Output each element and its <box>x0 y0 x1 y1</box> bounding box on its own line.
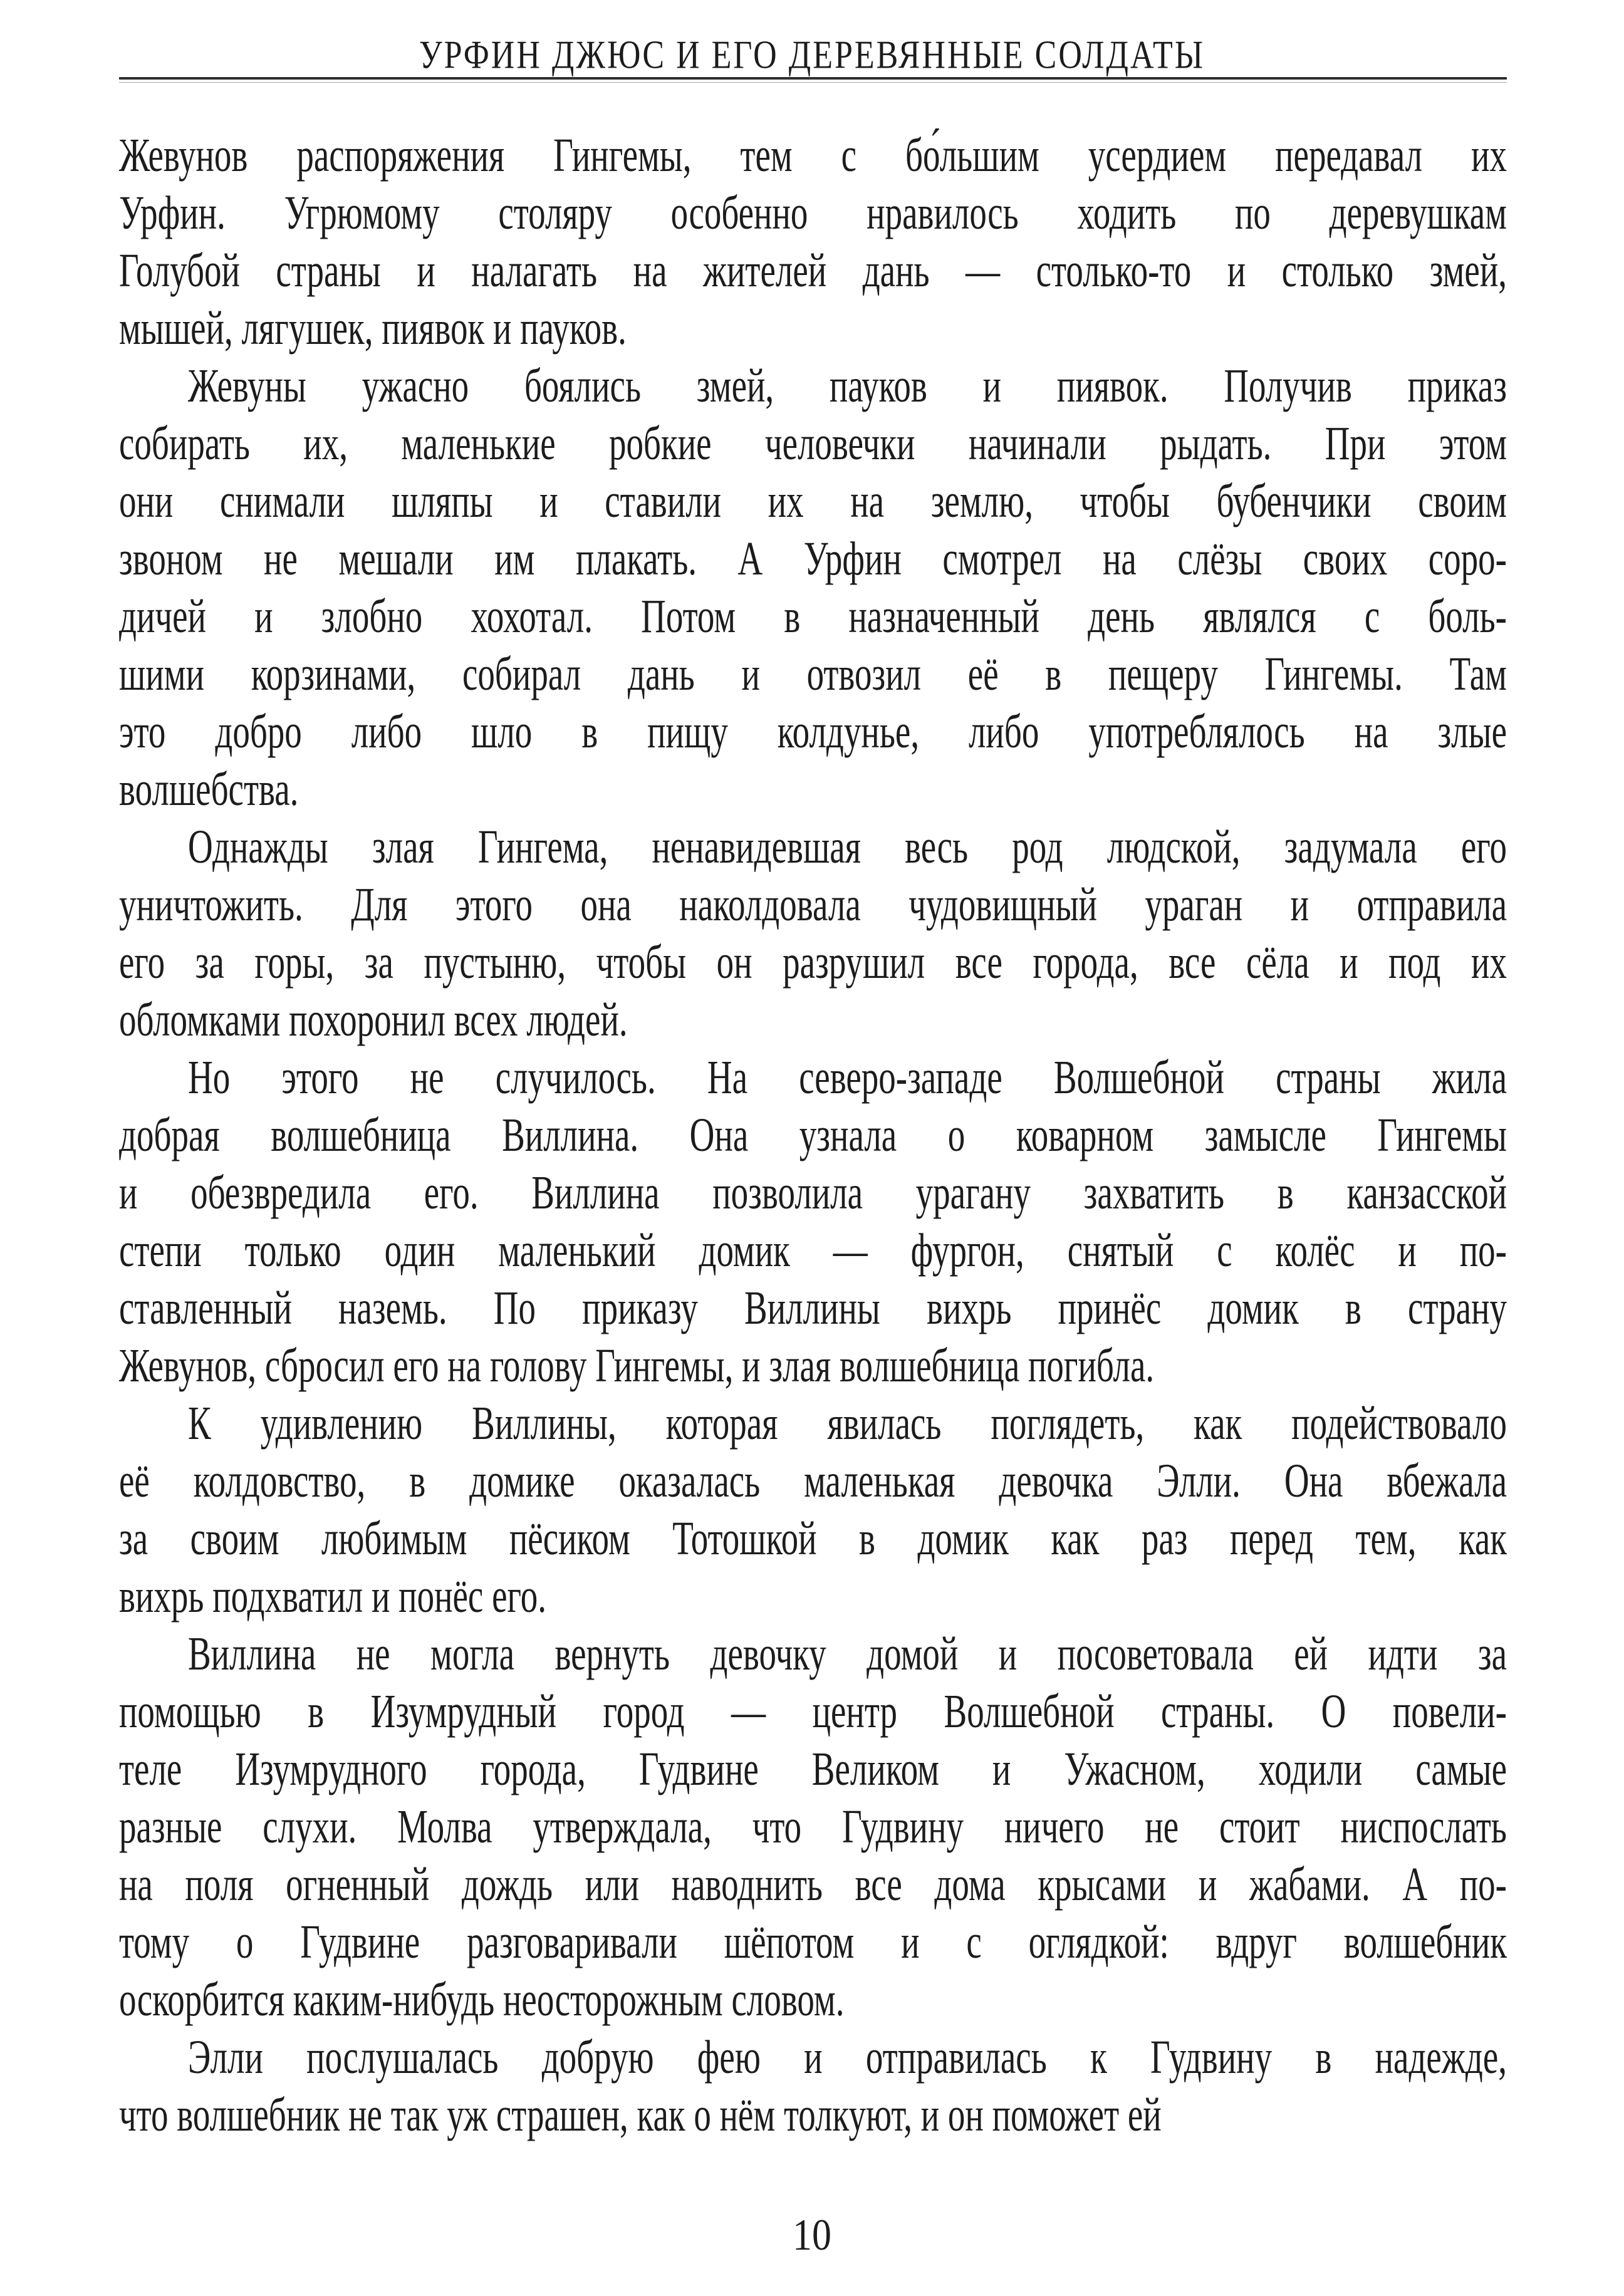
text-line: на поля огненный дождь или наводнить все дома крысами и жабами. А по- <box>119 1857 1507 1911</box>
text-line: они снимали шляпы и ставили их на землю, чтобы бубенчики своим <box>119 474 1507 527</box>
text-line: её колдовство, в домике оказалась маленькая девочка Элли. Она вбежала <box>119 1454 1507 1507</box>
text-line: обломками похоронил всех людей. <box>119 993 628 1046</box>
text-line: дичей и злобно хохотал. Потом в назначенный день являлся с боль- <box>119 590 1507 643</box>
text-line: Жевунов, сбросил его на голову Гингемы, и злая волшебница погибла. <box>119 1339 1155 1392</box>
body-text <box>119 127 1507 2144</box>
text-line: мышей, лягушек, пиявок и пауков. <box>119 301 627 355</box>
text-line: собирать их, маленькие робкие человечки начинали рыдать. При этом <box>119 417 1507 470</box>
text-line: ставленный наземь. По приказу Виллины вихрь принёс домик в страну <box>119 1281 1507 1334</box>
text-line: уничтожить. Для этого она наколдовала чудовищный ураган и отправила <box>119 878 1507 931</box>
text-line: Жевунов распоряжения Гингемы, тем с бо́льшим усердием передавал их <box>119 128 1507 182</box>
text-line: шими корзинами, собирал дань и отвозил её в пещеру Гингемы. Там <box>119 647 1507 700</box>
text-line: волшебства. <box>119 762 299 816</box>
header-rule <box>119 77 1507 83</box>
text-line: Урфин. Угрюмому столяру особенно нравилось ходить по деревушкам <box>119 186 1507 239</box>
text-line: Элли послушалась добрую фею и отправилась к Гудвину в надежде, <box>188 2030 1507 2084</box>
text-line: Голубой страны и налагать на жителей дань — столько-то и столько змей, <box>119 244 1507 297</box>
text-line: и обезвредила его. Виллина позволила урагану захватить в канзасской <box>119 1166 1507 1219</box>
text-line: Жевуны ужасно боялись змей, пауков и пиявок. Получив приказ <box>188 359 1507 412</box>
text-line: что волшебник не так уж страшен, как о нём толкуют, и он поможет ей <box>119 2088 1162 2141</box>
text-line: тому о Гудвине разговаривали шёпотом и с оглядкой: вдруг волшебник <box>119 1915 1507 1968</box>
text-line: Но этого не случилось. На северо-западе Волшебной страны жила <box>188 1051 1507 1104</box>
text-line: звоном не мешали им плакать. А Урфин смотрел на слёзы своих соро- <box>119 532 1507 585</box>
text-line: добрая волшебница Виллина. Она узнала о коварном замысле Гингемы <box>119 1108 1507 1161</box>
text-line: это добро либо шло в пищу колдунье, либо употреблялось на злые <box>119 705 1507 758</box>
text-line: оскорбится каким-нибудь неосторожным словом. <box>119 1973 845 2026</box>
running-header: УРФИН ДЖЮС И ЕГО ДЕРЕВЯННЫЕ СОЛДАТЫ <box>419 33 1205 78</box>
text-line: вихрь подхватил и понёс его. <box>119 1569 546 1623</box>
text-line: за своим любимым пёсиком Тотошкой в домик как раз перед тем, как <box>119 1512 1507 1565</box>
text-line: разные слухи. Молва утверждала, что Гудвину ничего не стоит ниспослать <box>119 1800 1507 1853</box>
text-line: степи только один маленький домик — фургон, снятый с колёс и по- <box>119 1223 1507 1277</box>
text-line: помощью в Изумрудный город — центр Волшебной страны. О повели- <box>119 1685 1507 1738</box>
text-line: теле Изумрудного города, Гудвине Великом и Ужасном, ходили самые <box>119 1742 1507 1795</box>
text-line: Виллина не могла вернуть девочку домой и посоветовала ей идти за <box>188 1627 1507 1680</box>
text-line: его за горы, за пустыню, чтобы он разрушил все города, все сёла и под их <box>119 935 1507 989</box>
text-line: К удивлению Виллины, которая явилась поглядеть, как подействовало <box>188 1396 1507 1450</box>
page-number: 10 <box>793 2210 831 2260</box>
text-line: Однажды злая Гингема, ненавидевшая весь род людской, задумала его <box>188 820 1507 873</box>
